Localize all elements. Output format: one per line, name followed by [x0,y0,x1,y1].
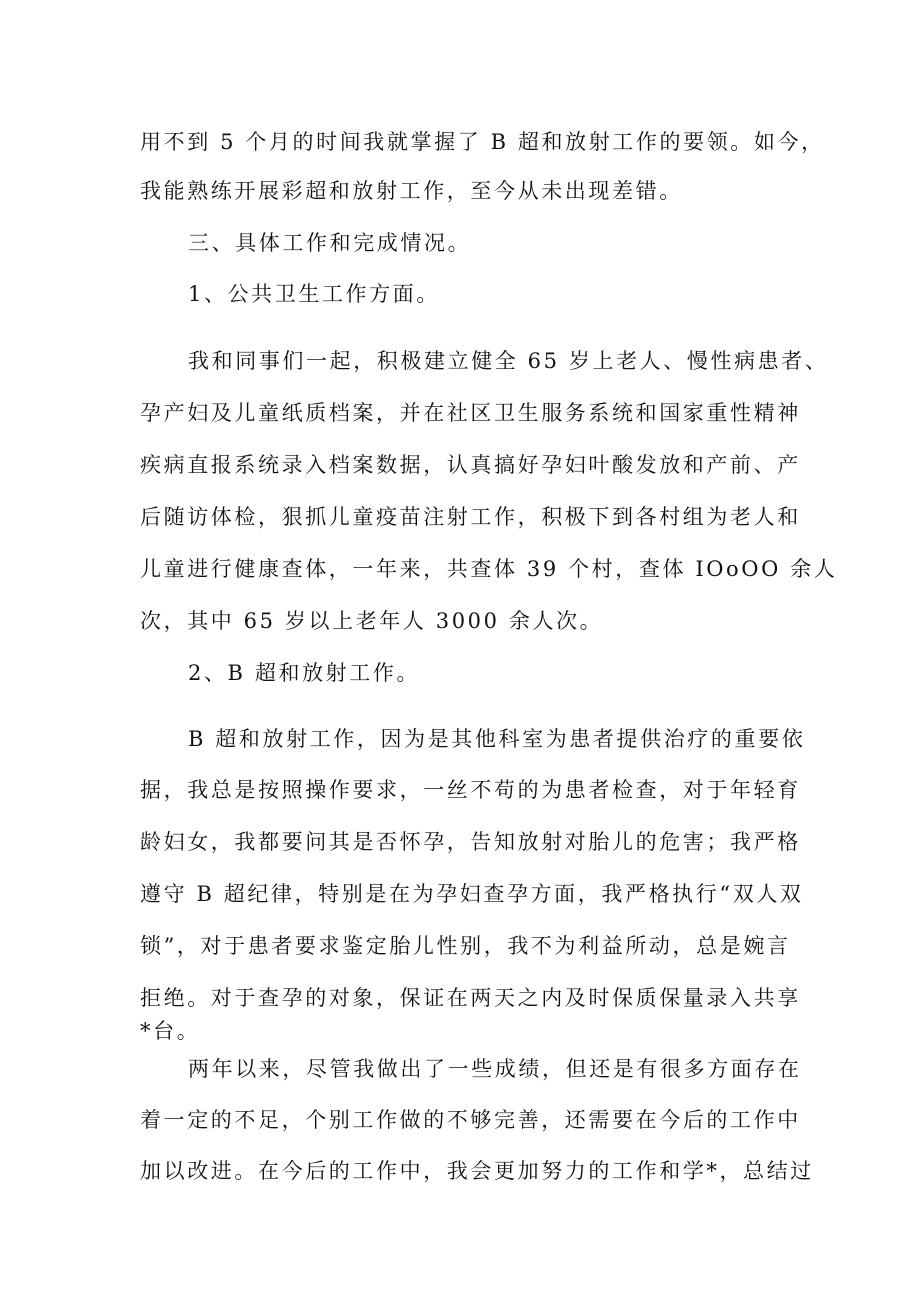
paragraph-line: 着一定的不足，个别工作做的不够完善，还需要在今后的工作中 [140,1108,801,1132]
paragraph-line: B 超和放射工作，因为是其他科室为患者提供治疗的重要依 [188,727,806,751]
paragraph-line: 我和同事们一起，积极建立健全 65 岁上老人、慢性病患者、 [188,349,829,373]
paragraph-line: 用不到 5 个月的时间我就掌握了 B 超和放射工作的要领。如今， [140,130,825,154]
paragraph-line: 我能熟练开展彩超和放射工作，至今从未出现差错。 [140,179,683,203]
paragraph-line: 龄妇女，我都要问其是否怀孕，告知放射对胎儿的危害；我严格 [140,830,801,854]
section-heading: 三、具体工作和完成情况。 [188,231,472,255]
paragraph-line: 据，我总是按照操作要求，一丝不苟的为患者检查，对于年轻育 [140,778,801,802]
paragraph-line: 儿童进行健康查体，一年来，共查体 39 个村，查体 IOoOO 余人 [140,557,838,581]
subsection-heading: 1、公共卫生工作方面。 [188,282,440,306]
paragraph-line: 次，其中 65 岁以上老年人 3000 余人次。 [140,609,604,633]
paragraph-line: 后随访体检，狠抓儿童疫苗注射工作，积极下到各村组为老人和 [140,505,801,529]
paragraph-line: 锁”，对于患者要求鉴定胎儿性别，我不为利益所动，总是婉言 [140,934,791,958]
paragraph-line: 两年以来，尽管我做出了一些成绩，但还是有很多方面存在 [188,1057,802,1081]
paragraph-line: *台。 [140,1019,201,1043]
paragraph-line: 拒绝。对于查孕的对象，保证在两天之内及时保质保量录入共享 [140,986,801,1010]
paragraph-line: 遵守 B 超纪律，特别是在为孕妇查孕方面，我严格执行“双人双 [140,882,804,906]
paragraph-line: 加以改进。在今后的工作中，我会更加努力的工作和学*，总结过 [140,1159,814,1183]
subsection-heading: 2、B 超和放射工作。 [188,661,421,685]
paragraph-line: 疾病直报系统录入档案数据，认真搞好孕妇叶酸发放和产前、产 [140,453,801,477]
paragraph-line: 孕产妇及儿童纸质档案，并在社区卫生服务系统和国家重性精神 [140,401,801,425]
